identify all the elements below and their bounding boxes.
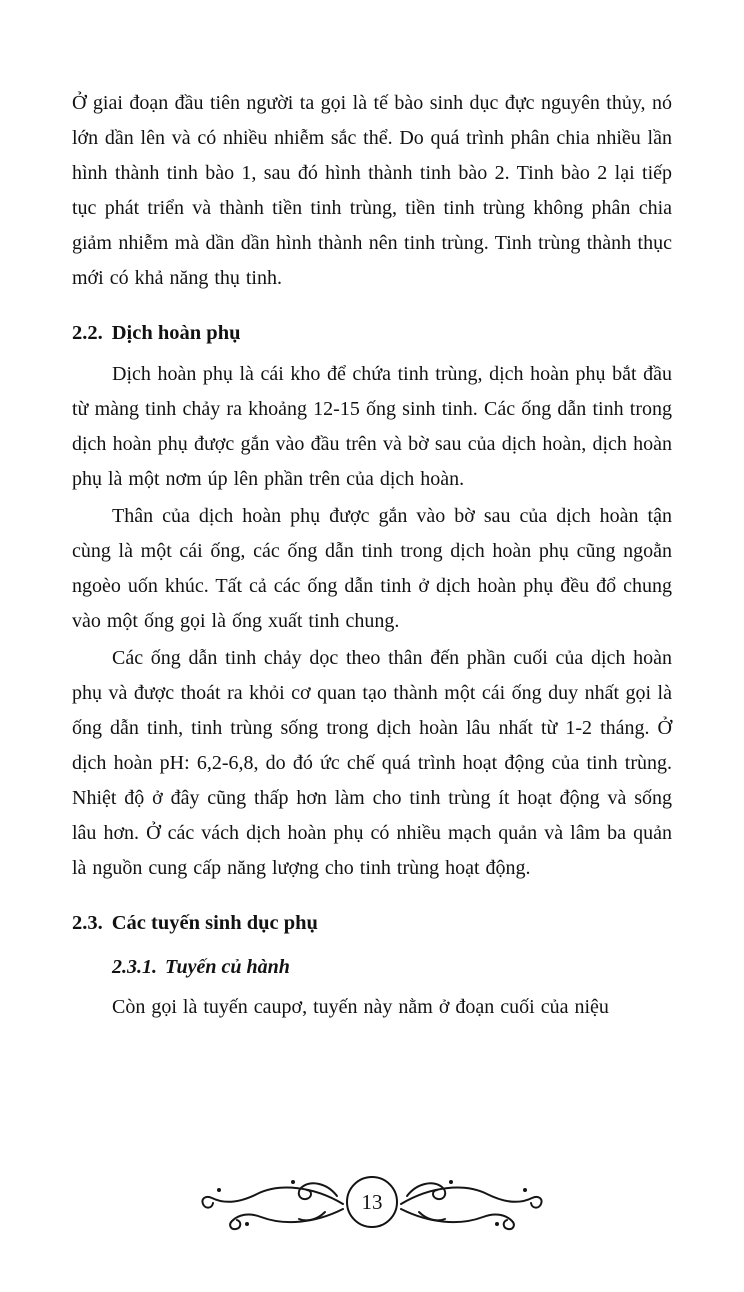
section-title: Các tuyến sinh dục phụ xyxy=(111,912,318,934)
section-title: Dịch hoàn phụ xyxy=(111,322,241,344)
subsection-heading-2-3-1 xyxy=(112,952,672,982)
flourish-left-icon xyxy=(197,1170,345,1234)
section-heading-2-3 xyxy=(72,908,672,938)
section-number: 2.2. xyxy=(72,322,103,344)
paragraph: Còn gọi là tuyến caupơ, tuyến này nằm ở đoạn cuối của niệu xyxy=(112,996,609,1018)
page-number-badge xyxy=(346,1176,398,1228)
paragraph: Các ống dẫn tinh chảy dọc theo thân đến phần cuối của dịch hoàn phụ và được thoát ra khỏi cơ quan tạo thành một cái ống duy nhất gọi là ống dẫn tinh, tinh trùng sống trong dịch hoàn lâu nhất từ 1-2 tháng. Ở dịch hoàn pH: 6,2-6,8, do đó ức chế quá trình hoạt động của tinh trùng. Nhiệt độ ở đây cũng thấp hơn làm cho tinh trùng ít hoạt động và sống lâu hơn. Ở các vách dịch hoàn phụ có nhiều mạch quản và lâm ba quản là nguồn cung cấp năng lượng cho tinh trùng hoạt động. xyxy=(72,647,672,879)
section-heading-2-2 xyxy=(72,318,672,348)
intro-paragraph: Ở giai đoạn đầu tiên người ta gọi là tế bào sinh dục đực nguyên thủy, nó lớn dần lên và có nhiều nhiễm sắc thể. Do quá trình phân chia nhiều lần hình thành tinh bào 1, sau đó hình thành tinh bào 2. Tinh bào 2 lại tiếp tục phát triển và thành tiền tinh trùng, tiền tinh trùng không phân chia giảm nhiễm mà dần dần hình thành nên tinh trùng. Tinh trùng thành thục mới có khả năng thụ tinh. xyxy=(72,92,672,289)
paragraph: Thân của dịch hoàn phụ được gắn vào bờ sau của dịch hoàn tận cùng là một cái ống, các ống dẫn tinh trong dịch hoàn phụ cũng ngoằn ngoèo uốn khúc. Tất cả các ống dẫn tinh ở dịch hoàn phụ đều đổ chung vào một ống gọi là ống xuất tinh chung. xyxy=(72,505,672,632)
subsection-number: 2.3.1. xyxy=(112,956,157,978)
page-footer xyxy=(0,1170,744,1234)
section-number: 2.3. xyxy=(72,912,103,934)
flourish-right-icon xyxy=(399,1170,547,1234)
paragraph: Dịch hoàn phụ là cái kho để chứa tinh trùng, dịch hoàn phụ bắt đầu từ màng tinh chảy ra khoảng 12-15 ống sinh tinh. Các ống dẫn tinh trong dịch hoàn phụ được gắn vào đầu trên và bờ sau của dịch hoàn, dịch hoàn phụ là một nơm úp lên phần trên của dịch hoàn. xyxy=(72,363,672,490)
subsection-title: Tuyến củ hành xyxy=(165,956,290,978)
page-number: 13 xyxy=(361,1189,383,1214)
